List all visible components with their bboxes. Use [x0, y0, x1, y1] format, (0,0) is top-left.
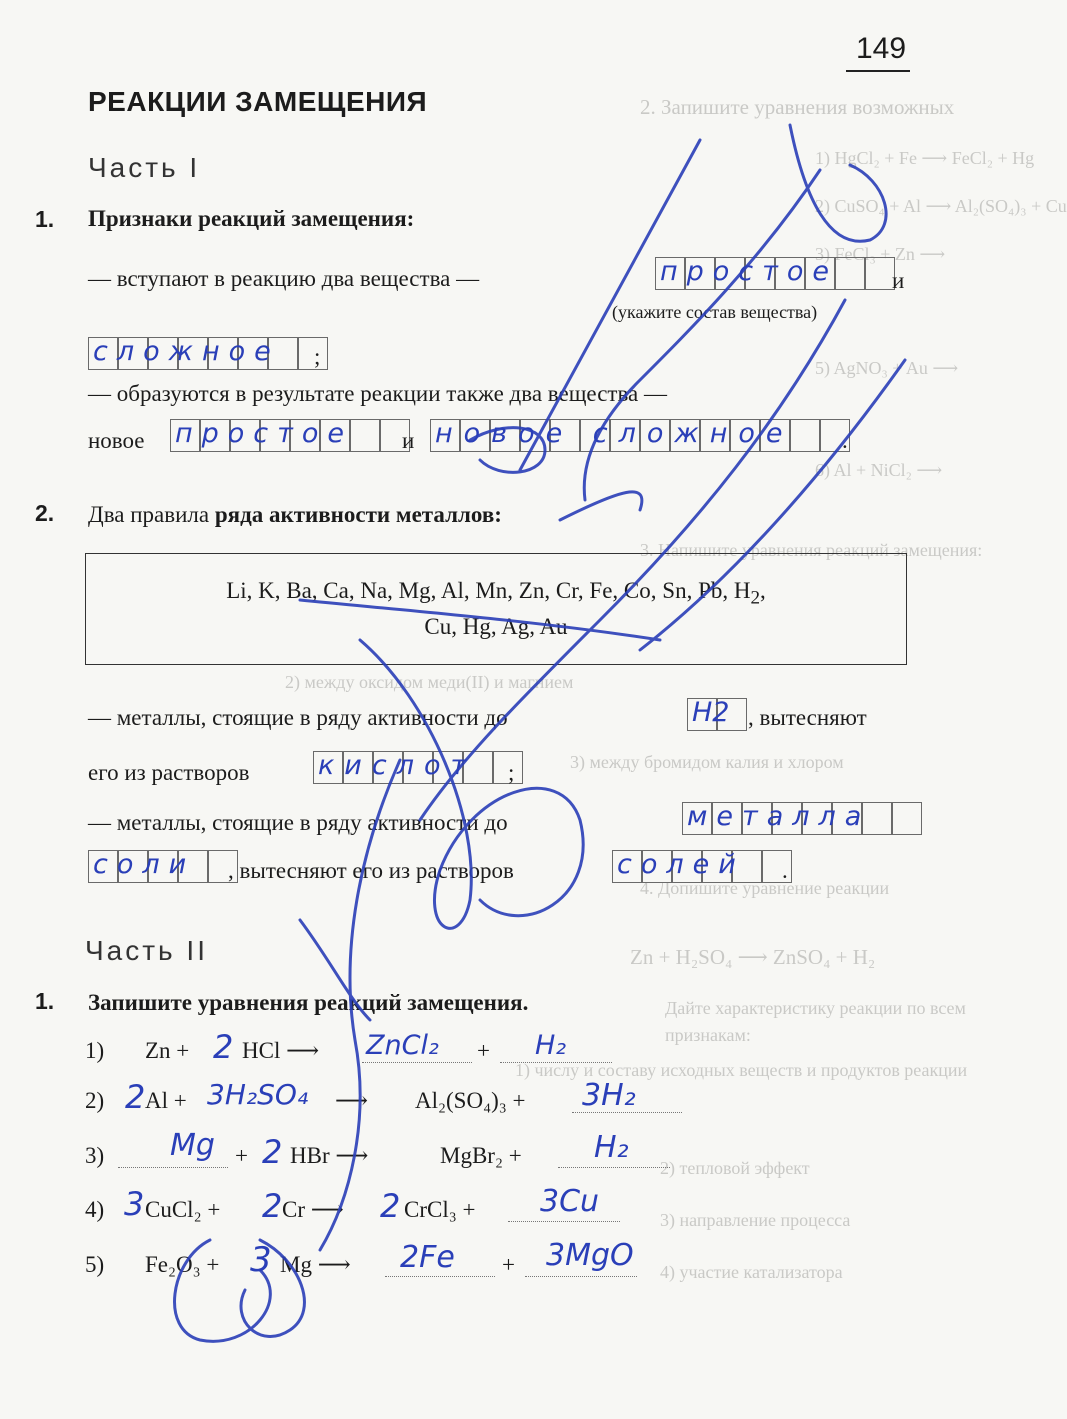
equation-printed: + — [477, 1038, 490, 1063]
equation-printed: Zn + — [145, 1038, 190, 1063]
statement-text: . — [842, 428, 848, 453]
answer-line — [118, 1167, 228, 1168]
ghost-line: 1) HgCl₂ + Fe ⟶ FeCl₂ + Hg — [815, 148, 1035, 168]
activity-series-box — [85, 553, 907, 665]
ghost-line: Zn + H₂SO₄ ⟶ ZnSO₄ + H₂ — [630, 945, 876, 969]
handwritten-answer: 3MgO — [546, 1238, 634, 1273]
handwritten-coefficient: 2 — [213, 1028, 234, 1066]
statement-text: — образуются в результате реакции также два вещества — — [88, 381, 667, 406]
ghost-line: Дайте характеристику реакции по всем — [665, 998, 966, 1018]
equation-number: 4) — [85, 1197, 105, 1222]
scribble-stroke — [560, 492, 642, 520]
ghost-line: 2) между оксидом меди(II) и магнием — [285, 672, 574, 692]
equation-printed: HBr ⟶ — [290, 1143, 369, 1168]
instruction-note: (укажите состав вещества) — [612, 302, 818, 322]
question-number: 1. — [35, 206, 55, 232]
rule-text: — металлы, стоящие в ряду активности до — [88, 705, 508, 730]
answer-line — [508, 1221, 620, 1222]
ghost-line: 4) участие катализатора — [660, 1262, 843, 1282]
question-number: 1. — [35, 988, 55, 1014]
activity-series-line: Li, K, Ba, Ca, Na, Mg, Al, Mn, Zn, Cr, Fe, Co, Sn, Pb, $H_2$, — [226, 578, 766, 609]
equation-printed: Al + — [145, 1088, 187, 1113]
answer-line — [500, 1062, 612, 1063]
activity-series-line: Cu, Hg, Ag, Au — [424, 614, 568, 639]
equation-printed: Fe₂O₃ + — [145, 1252, 220, 1277]
handwritten-answer: H₂ — [594, 1130, 629, 1165]
ghost-line: 3) FeCl₃ + Zn ⟶ — [815, 244, 946, 264]
ghost-line: 2) тепловой эффект — [660, 1158, 810, 1178]
question-heading: Запишите уравнения реакций замещения. — [88, 990, 529, 1015]
equation-printed: + — [235, 1143, 248, 1168]
answer-line — [362, 1062, 472, 1063]
equation-printed: Mg ⟶ — [280, 1252, 351, 1277]
ghost-line: 2. Запишите уравнения возможных — [640, 95, 955, 119]
equation-printed: CuCl₂ + — [145, 1197, 221, 1222]
handwritten-answer: простое — [175, 418, 354, 449]
scribble-stroke — [790, 125, 886, 241]
rule-text: . — [782, 858, 788, 883]
handwritten-coefficient: 2 — [380, 1187, 401, 1225]
handwritten-answer: H₂ — [535, 1030, 567, 1061]
equation-printed: ⟶ — [335, 1088, 368, 1113]
ghost-line: признакам: — [665, 1025, 751, 1045]
answer-line — [385, 1276, 495, 1277]
rule-text: , вытесняют — [748, 705, 867, 730]
answer-line — [525, 1276, 637, 1277]
question-heading: Признаки реакций замещения: — [88, 206, 415, 231]
equation-number: 2) — [85, 1088, 105, 1113]
rule-text: ; — [508, 760, 515, 785]
part-1-heading: Часть I — [88, 152, 201, 183]
handwritten-coefficient: 2 — [262, 1133, 283, 1171]
answer-line — [558, 1167, 670, 1168]
handwritten-answer: сложное — [93, 336, 280, 367]
page-number: 149 — [856, 32, 907, 65]
equation-printed: CrCl₃ + — [404, 1197, 476, 1222]
rule-text: его из растворов — [88, 760, 250, 785]
equation-printed: MgBr₂ + — [440, 1143, 522, 1168]
ghost-line: 4. Допишите уравнение реакции — [640, 878, 890, 898]
statement-text: и — [892, 268, 905, 293]
handwritten-coefficient: 2 — [262, 1187, 283, 1225]
ghost-line: 1) числу и составу исходных веществ и продуктов реакции — [515, 1060, 968, 1080]
page-number-rule — [846, 70, 910, 72]
part-2-heading: Часть II — [85, 935, 208, 966]
ghost-line: 2) CuSO₄ + Al ⟶ Al₂(SO₄)₃ + Cu — [815, 196, 1067, 216]
rule-text: , вытесняют его из растворов — [228, 858, 514, 883]
handwritten-answer: H2 — [692, 697, 730, 728]
ghost-line: 3) между бромидом калия и хлором — [570, 752, 844, 772]
equation-printed: Cr ⟶ — [282, 1197, 344, 1222]
ghost-line: 3) направление процесса — [660, 1210, 851, 1230]
handwritten-answer: Mg — [170, 1128, 215, 1163]
question-heading: Два правила ряда активности металлов: — [88, 502, 502, 527]
handwritten-answer: 3H₂ — [582, 1078, 636, 1113]
statement-text: ; — [314, 344, 321, 369]
handwritten-coefficient: 2 — [125, 1078, 146, 1116]
handwritten-answer: новое сложное — [435, 418, 794, 449]
statement-text: и — [402, 428, 415, 453]
handwritten-answer: ZnCl₂ — [366, 1030, 439, 1061]
statement-text: новое — [88, 428, 145, 453]
ghost-line: 5) AgNO₃ + Au ⟶ — [815, 358, 959, 378]
handwritten-answer: солей — [617, 849, 745, 880]
handwritten-answer: простое — [660, 256, 839, 287]
handwritten-answer: соли — [93, 849, 196, 880]
equation-printed: + — [502, 1252, 515, 1277]
handwritten-coefficient: 3 — [124, 1185, 145, 1223]
equation-number: 1) — [85, 1038, 105, 1063]
equation-number: 5) — [85, 1252, 105, 1277]
question-number: 2. — [35, 500, 55, 526]
handwritten-answer: 3H₂SO₄ — [207, 1078, 309, 1111]
ghost-line: 3. Напишите уравнения реакций замещения: — [640, 540, 983, 560]
handwritten-answer: 2Fe — [400, 1240, 455, 1275]
equation-printed: HCl ⟶ — [242, 1038, 320, 1063]
rule-text: — металлы, стоящие в ряду активности до — [88, 810, 508, 835]
handwritten-answer: 3Cu — [540, 1184, 600, 1219]
page-title: РЕАКЦИИ ЗАМЕЩЕНИЯ — [88, 86, 428, 117]
handwritten-answer: кислот — [318, 750, 477, 781]
equation-printed: Al₂(SO₄)₃ + — [415, 1088, 526, 1113]
equation-number: 3) — [85, 1143, 105, 1168]
handwritten-answer: металла — [687, 801, 871, 832]
handwritten-coefficient: 3 — [250, 1240, 272, 1280]
statement-text: — вступают в реакцию два вещества — — [88, 266, 480, 291]
ghost-line: 6) Al + NiCl₂ ⟶ — [815, 460, 943, 480]
